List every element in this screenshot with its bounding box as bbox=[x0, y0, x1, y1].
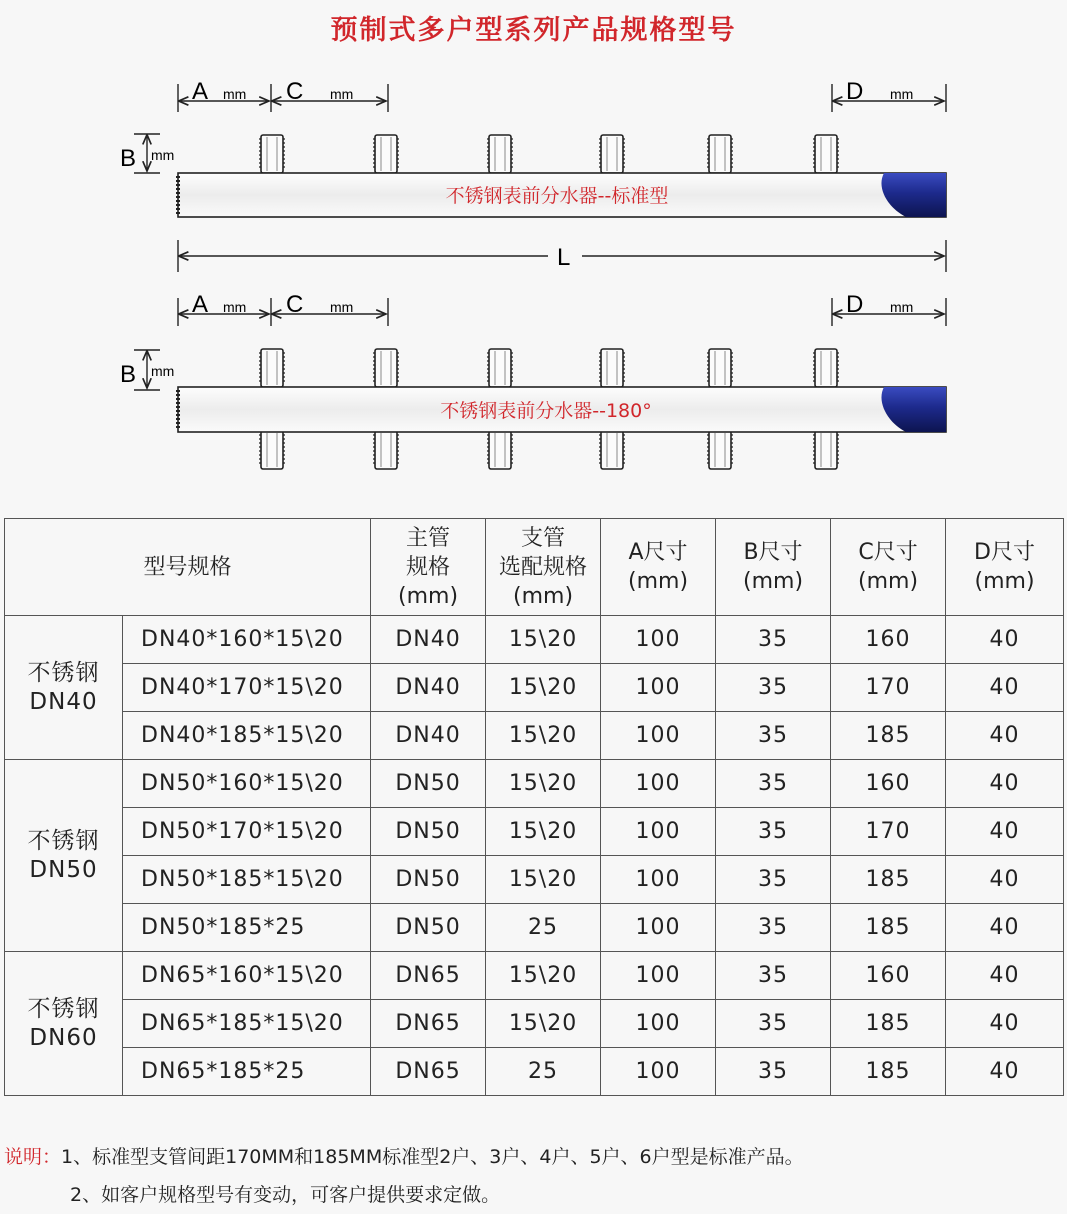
dim-l-label: L bbox=[557, 244, 571, 271]
b-cell: 35 bbox=[716, 856, 831, 904]
a-cell: 100 bbox=[601, 952, 716, 1000]
diagram-standard bbox=[120, 78, 946, 272]
b-cell: 35 bbox=[716, 616, 831, 664]
d-cell: 40 bbox=[946, 616, 1064, 664]
dim-b-unit: mm bbox=[151, 147, 175, 163]
table-row bbox=[5, 1000, 1064, 1048]
d-cell: 40 bbox=[946, 760, 1064, 808]
b-cell: 35 bbox=[716, 760, 831, 808]
notes bbox=[4, 1138, 804, 1214]
a-cell: 100 bbox=[601, 808, 716, 856]
table-row bbox=[5, 760, 1064, 808]
d-cell: 40 bbox=[946, 952, 1064, 1000]
c-cell: 170 bbox=[831, 808, 946, 856]
header-b: B尺寸 (mm) bbox=[716, 519, 831, 616]
main-pipe-cell: DN50 bbox=[371, 808, 486, 856]
c-cell: 185 bbox=[831, 712, 946, 760]
d-cell: 40 bbox=[946, 1048, 1064, 1096]
table-row bbox=[5, 808, 1064, 856]
table-row bbox=[5, 616, 1064, 664]
b-cell: 35 bbox=[716, 1000, 831, 1048]
a-cell: 100 bbox=[601, 712, 716, 760]
dim-b-label: B bbox=[120, 145, 137, 172]
branch-cell: 15\20 bbox=[486, 808, 601, 856]
branch-cell: 15\20 bbox=[486, 760, 601, 808]
table-row bbox=[5, 952, 1064, 1000]
model-cell: DN40*170*15\20 bbox=[123, 664, 371, 712]
branch-cell: 25 bbox=[486, 904, 601, 952]
diagram-180 bbox=[120, 291, 946, 469]
branch-cell: 15\20 bbox=[486, 712, 601, 760]
model-cell: DN50*185*25 bbox=[123, 904, 371, 952]
notes-prefix: 说明： bbox=[4, 1146, 62, 1168]
a-cell: 100 bbox=[601, 1048, 716, 1096]
b-cell: 35 bbox=[716, 904, 831, 952]
main-pipe-cell: DN65 bbox=[371, 1000, 486, 1048]
a-cell: 100 bbox=[601, 616, 716, 664]
main-pipe-cell: DN50 bbox=[371, 760, 486, 808]
dim-c-label: C bbox=[286, 78, 304, 105]
branch-cell: 15\20 bbox=[486, 664, 601, 712]
a-cell: 100 bbox=[601, 904, 716, 952]
b-cell: 35 bbox=[716, 952, 831, 1000]
header-branch: 支管 选配规格 (mm) bbox=[486, 519, 601, 616]
group-label: 不锈钢 DN50 bbox=[5, 760, 123, 952]
b-cell: 35 bbox=[716, 1048, 831, 1096]
dim-d-unit: mm bbox=[890, 86, 914, 102]
a-cell: 100 bbox=[601, 1000, 716, 1048]
header-d: D尺寸 (mm) bbox=[946, 519, 1064, 616]
a-cell: 100 bbox=[601, 760, 716, 808]
table-row bbox=[5, 1048, 1064, 1096]
model-cell: DN50*160*15\20 bbox=[123, 760, 371, 808]
model-cell: DN65*185*15\20 bbox=[123, 1000, 371, 1048]
dim-a-unit: mm bbox=[223, 299, 247, 315]
d-cell: 40 bbox=[946, 712, 1064, 760]
d-cell: 40 bbox=[946, 808, 1064, 856]
model-cell: DN65*160*15\20 bbox=[123, 952, 371, 1000]
dim-c-unit: mm bbox=[330, 86, 354, 102]
header-main-pipe: 主管 规格 (mm) bbox=[371, 519, 486, 616]
table-body bbox=[5, 616, 1064, 1096]
table-row bbox=[5, 856, 1064, 904]
table-row bbox=[5, 664, 1064, 712]
table-row bbox=[5, 712, 1064, 760]
dim-b-label: B bbox=[120, 361, 137, 388]
dim-b-unit: mm bbox=[151, 363, 175, 379]
dim-a-label: A bbox=[192, 78, 209, 105]
a-cell: 100 bbox=[601, 856, 716, 904]
model-cell: DN50*170*15\20 bbox=[123, 808, 371, 856]
page-title: 预制式多户型系列产品规格型号 bbox=[330, 15, 737, 46]
c-cell: 160 bbox=[831, 616, 946, 664]
branch-cell: 25 bbox=[486, 1048, 601, 1096]
c-cell: 185 bbox=[831, 904, 946, 952]
c-cell: 185 bbox=[831, 1000, 946, 1048]
manifold-diagrams bbox=[0, 0, 1067, 500]
dim-c-unit: mm bbox=[330, 299, 354, 315]
table-row bbox=[5, 904, 1064, 952]
a-cell: 100 bbox=[601, 664, 716, 712]
dim-d-label: D bbox=[846, 291, 864, 318]
main-pipe-cell: DN50 bbox=[371, 904, 486, 952]
pipe-label: 不锈钢表前分水器--180° bbox=[440, 400, 652, 422]
b-cell: 35 bbox=[716, 712, 831, 760]
dim-d-label: D bbox=[846, 78, 864, 105]
model-cell: DN50*185*15\20 bbox=[123, 856, 371, 904]
note-line-1 bbox=[4, 1138, 804, 1176]
d-cell: 40 bbox=[946, 904, 1064, 952]
spec-table bbox=[4, 518, 1064, 1096]
pipe-label: 不锈钢表前分水器--标准型 bbox=[445, 185, 669, 207]
d-cell: 40 bbox=[946, 856, 1064, 904]
header-model: 型号规格 bbox=[5, 519, 371, 616]
note-line-2: 2、如客户规格型号有变动，可客户提供要求定做。 bbox=[70, 1184, 501, 1206]
model-cell: DN65*185*25 bbox=[123, 1048, 371, 1096]
dim-a-unit: mm bbox=[223, 86, 247, 102]
model-cell: DN40*160*15\20 bbox=[123, 616, 371, 664]
main-pipe-cell: DN40 bbox=[371, 664, 486, 712]
branch-cell: 15\20 bbox=[486, 1000, 601, 1048]
branch-cell: 15\20 bbox=[486, 616, 601, 664]
dim-a-label: A bbox=[192, 291, 209, 318]
d-cell: 40 bbox=[946, 1000, 1064, 1048]
main-pipe-cell: DN40 bbox=[371, 616, 486, 664]
main-pipe-cell: DN50 bbox=[371, 856, 486, 904]
c-cell: 160 bbox=[831, 760, 946, 808]
branch-cell: 15\20 bbox=[486, 952, 601, 1000]
header-a: A尺寸 (mm) bbox=[601, 519, 716, 616]
dim-c-label: C bbox=[286, 291, 304, 318]
c-cell: 160 bbox=[831, 952, 946, 1000]
header-c: C尺寸 (mm) bbox=[831, 519, 946, 616]
main-pipe-cell: DN65 bbox=[371, 952, 486, 1000]
c-cell: 170 bbox=[831, 664, 946, 712]
main-pipe-cell: DN40 bbox=[371, 712, 486, 760]
group-label: 不锈钢 DN40 bbox=[5, 616, 123, 760]
note-text-1: 1、标准型支管间距170MM和185MM标准型2户、3户、4户、5户、6户型是标准产品。 bbox=[61, 1146, 804, 1168]
table-header-row bbox=[5, 519, 1064, 616]
c-cell: 185 bbox=[831, 856, 946, 904]
model-cell: DN40*185*15\20 bbox=[123, 712, 371, 760]
b-cell: 35 bbox=[716, 808, 831, 856]
group-label: 不锈钢 DN60 bbox=[5, 952, 123, 1096]
c-cell: 185 bbox=[831, 1048, 946, 1096]
main-pipe-cell: DN65 bbox=[371, 1048, 486, 1096]
d-cell: 40 bbox=[946, 664, 1064, 712]
dim-d-unit: mm bbox=[890, 299, 914, 315]
b-cell: 35 bbox=[716, 664, 831, 712]
branch-cell: 15\20 bbox=[486, 856, 601, 904]
